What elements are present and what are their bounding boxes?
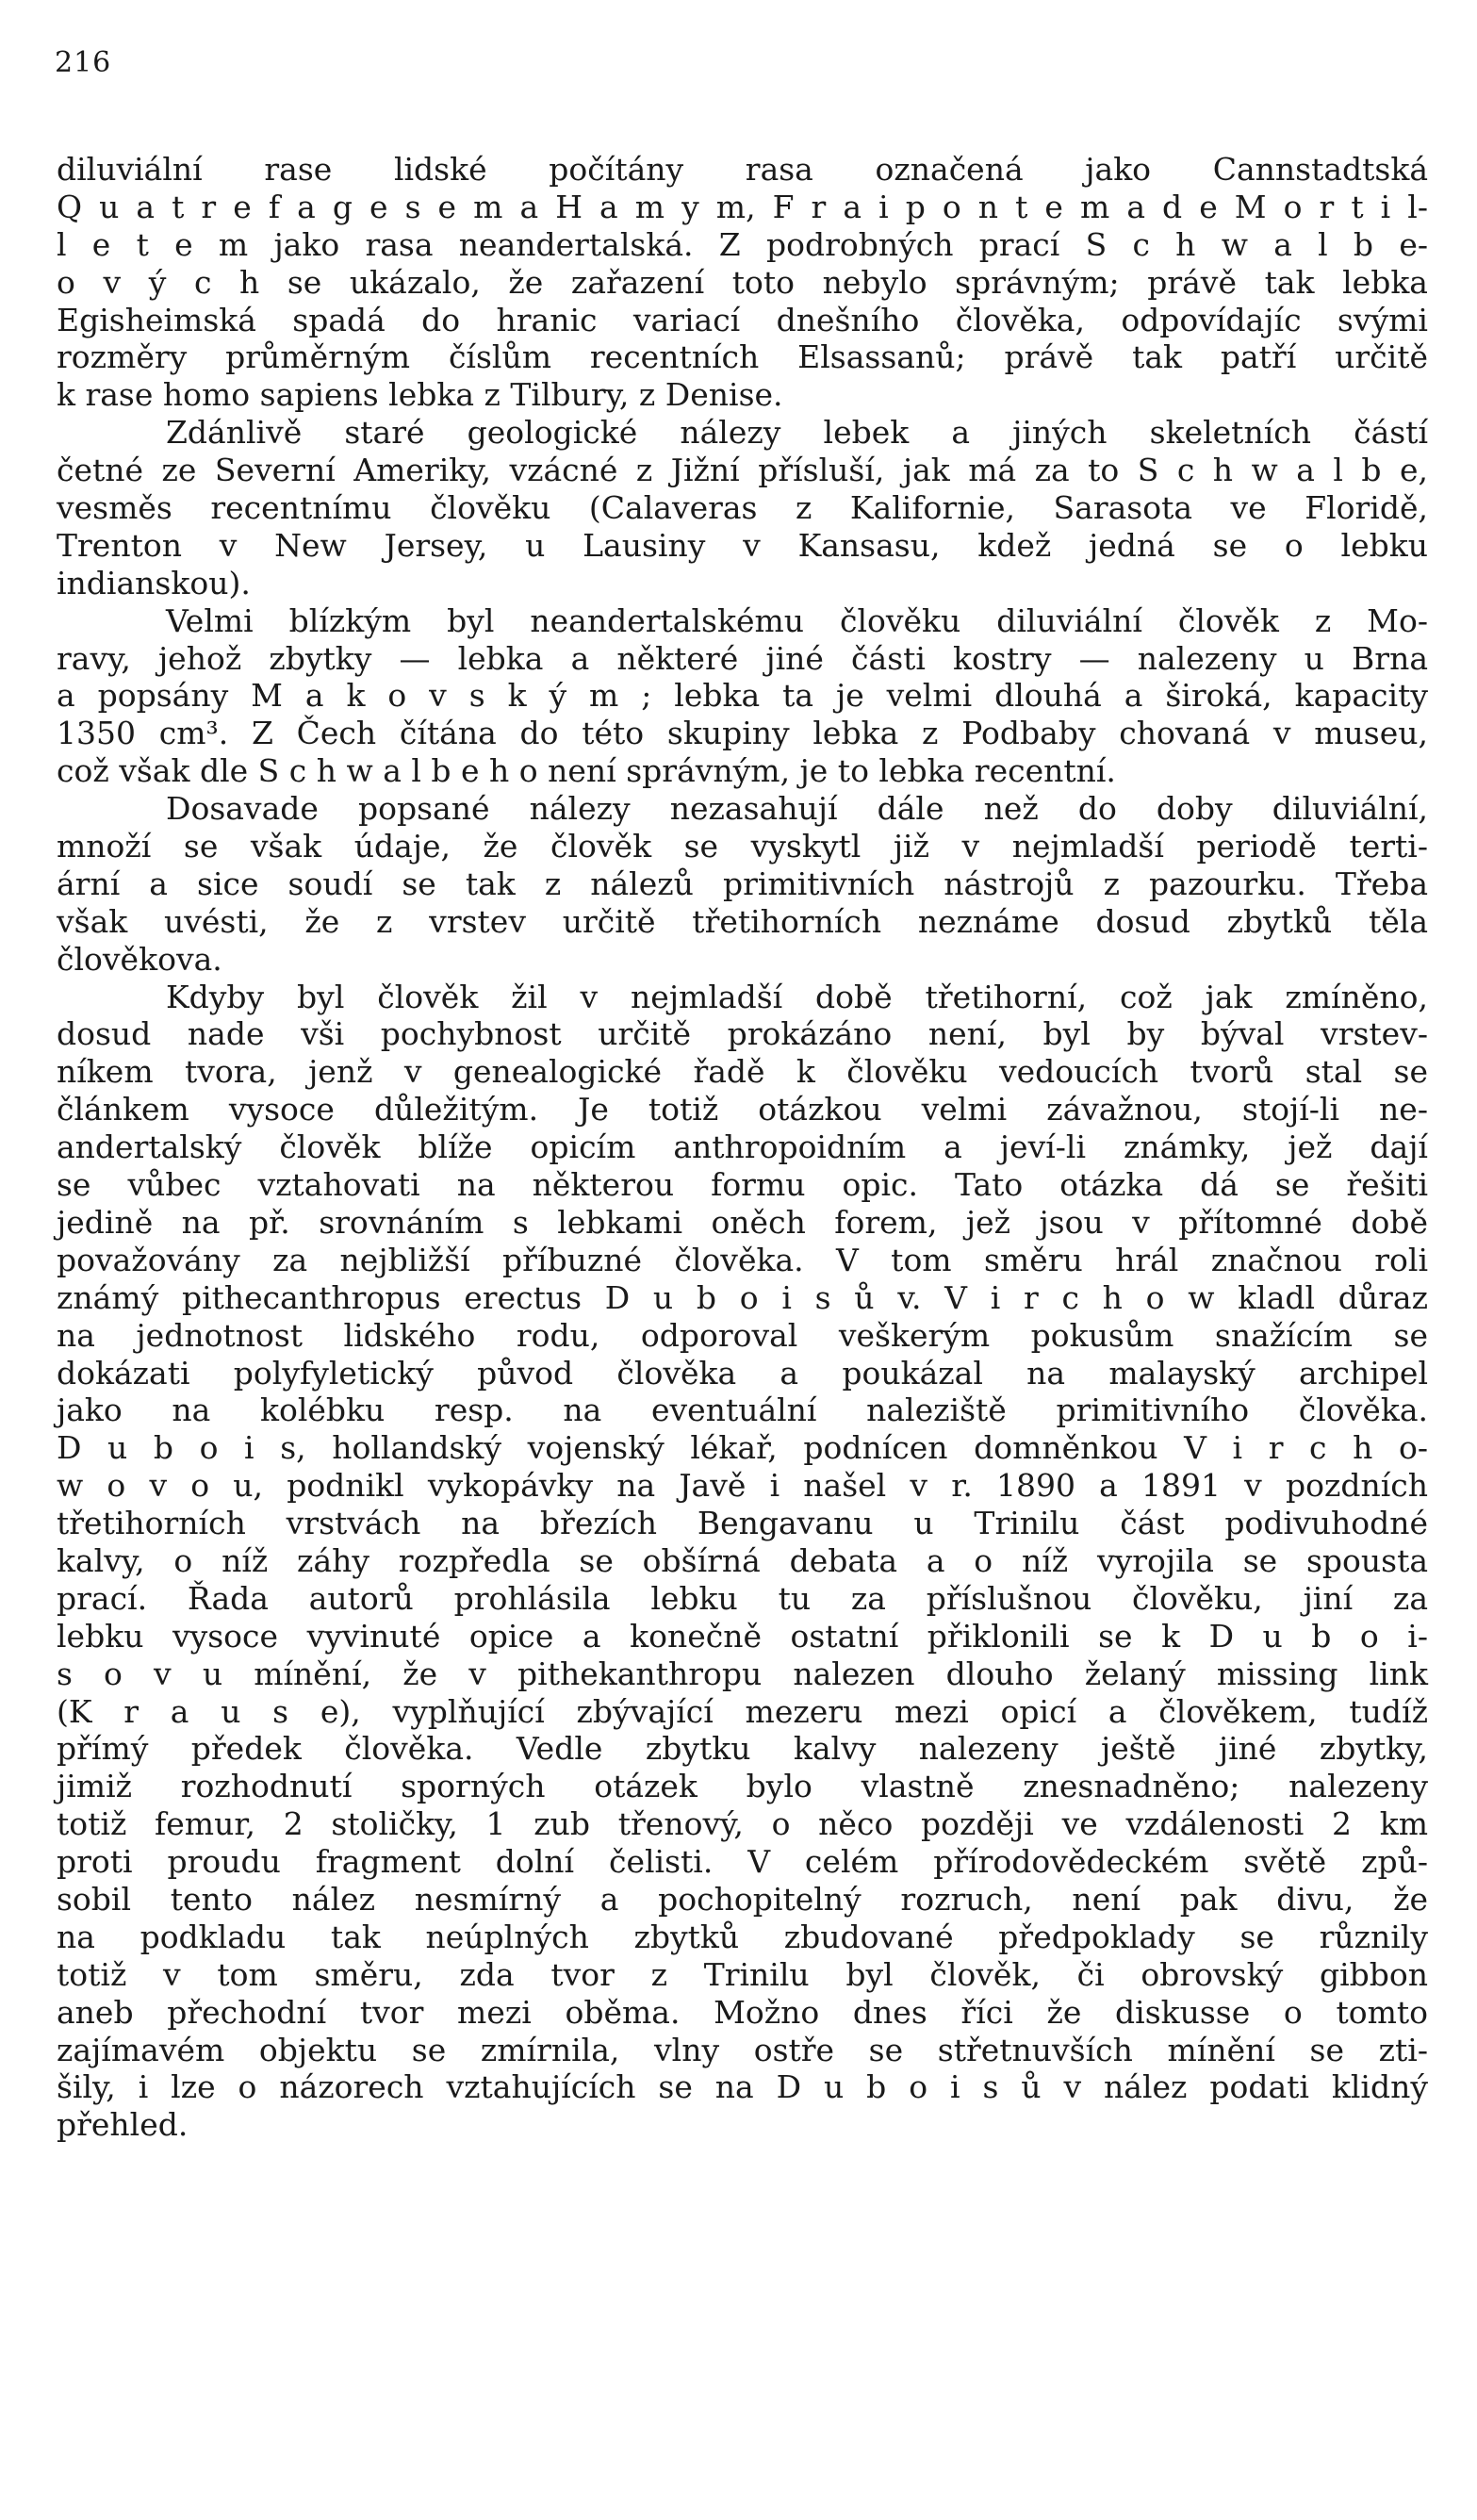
- text-line: 1350 cm³. Z Čech čítána do této skupiny lebka z Podbaby chovaná v museu,: [57, 715, 1428, 752]
- text-line: Q u a t r e f a g e s e m a H a m y m, F r a i p o n t e m a d e M o r t i l-: [57, 188, 1428, 225]
- text-line: indianskou).: [57, 564, 251, 601]
- text-line: přímý předek člověka. Vedle zbytku kalvy nalezeny ještě jiné zbytky,: [57, 1730, 1428, 1768]
- text-line: Egisheimská spadá do hranic variací dnešního člověka, odpovídajíc svými: [57, 301, 1428, 338]
- text-line: Kdyby byl člověk žil v nejmladší době třetihorní, což jak zmíněno,: [166, 978, 1428, 1015]
- text-line: na jednotnost lidského rodu, odporoval veškerým pokusům snažícím se: [57, 1316, 1428, 1354]
- text-line: šily, i lze o názorech vztahujících se na D u b o i s ů v nález podati klidný: [57, 2068, 1428, 2106]
- text-line: Velmi blízkým byl neandertalskému člověku diluviální člověk z Mo-: [166, 601, 1428, 639]
- text-line: článkem vysoce důležitým. Je totiž otázkou velmi závažnou, stojí-li ne-: [57, 1091, 1428, 1128]
- text-line: D u b o i s, hollandský vojenský lékař, podnícen domněnkou V i r c h o-: [57, 1429, 1428, 1467]
- text-line: aneb přechodní tvor mezi oběma. Možno dnes říci že diskusse o tomto: [57, 1993, 1428, 2031]
- text-line: známý pithecanthropus erectus D u b o i s ů v. V i r c h o w kladl důraz: [57, 1278, 1428, 1316]
- text-line: Zdánlivě staré geologické nálezy lebek a jiných skeletních částí: [166, 414, 1428, 452]
- text-line: množí se však údaje, že člověk se vyskytl již v nejmladší periodě terti-: [57, 828, 1428, 865]
- text-line: dosud nade vši pochybnost určitě prokázáno není, byl by býval vrstev-: [57, 1015, 1428, 1053]
- text-line: rozměry průměrným číslům recentních Elsassanů; právě tak patří určitě: [57, 338, 1428, 376]
- text-line: vesměs recentnímu člověku (Calaveras z Kalifornie, Sarasota ve Floridě,: [57, 489, 1428, 527]
- text-line: a popsány M a k o v s k ý m ; lebka ta je velmi dlouhá a široká, kapacity: [57, 677, 1428, 715]
- text-line: považovány za nejbližší příbuzné člověka. V tom směru hrál značnou roli: [57, 1241, 1428, 1278]
- text-line: třetihorních vrstvách na březích Bengavanu u Trinilu část podivuhodné: [57, 1505, 1428, 1542]
- text-line: dokázati polyfyletický původ člověka a poukázal na malayský archipel: [57, 1354, 1428, 1392]
- text-line: ární a sice soudí se tak z nálezů primitivních nástrojů z pazourku. Třeba: [57, 865, 1428, 902]
- text-line: proti proudu fragment dolní čelisti. V celém přírodovědeckém světě způ-: [57, 1843, 1428, 1881]
- text-line: zajímavém objektu se zmírnila, vlny ostře se střetnuvších mínění se zti-: [57, 2031, 1428, 2068]
- text-line: jako na kolébku resp. na eventuální naleziště primitivního člověka.: [57, 1392, 1428, 1429]
- text-line: člověkova.: [57, 940, 222, 978]
- text-line: l e t e m jako rasa neandertalská. Z podrobných prací S c h w a l b e-: [57, 225, 1428, 263]
- text-line: sobil tento nález nesmírný a pochopitelný rozruch, není pak divu, že: [57, 1880, 1428, 1918]
- text-line: w o v o u, podnikl vykopávky na Javě i našel v r. 1890 a 1891 v pozdních: [57, 1467, 1428, 1505]
- text-line: níkem tvora, jenž v genealogické řadě k člověku vedoucích tvorů stal se: [57, 1053, 1428, 1091]
- text-line: ravy, jehož zbytky — lebka a některé jiné části kostry — nalezeny u Brna: [57, 639, 1428, 677]
- text-line: kalvy, o níž záhy rozpředla se obšírná debata a o níž vyrojila se spousta: [57, 1541, 1428, 1579]
- text-line: s o v u mínění, že v pithekanthropu nalezen dlouho želaný missing link: [57, 1655, 1428, 1692]
- body-text: [57, 151, 1428, 2144]
- text-line: jimiž rozhodnutí sporných otázek bylo vlastně znesnadněno; nalezeny: [57, 1768, 1428, 1805]
- text-line: však uvésti, že z vrstev určitě třetihorních neznáme dosud zbytků těla: [57, 902, 1428, 940]
- text-line: totiž v tom směru, zda tvor z Trinilu byl člověk, či obrovský gibbon: [57, 1955, 1428, 1993]
- text-line: lebku vysoce vyvinuté opice a konečně ostatní přiklonili se k D u b o i-: [57, 1617, 1428, 1655]
- text-line: jedině na př. srovnáním s lebkami oněch forem, jež jsou v přítomné době: [57, 1203, 1428, 1241]
- page-number: 216: [55, 46, 112, 79]
- text-line: přehled.: [57, 2106, 189, 2144]
- text-line: k rase homo sapiens lebka z Tilbury, z Denise.: [57, 376, 783, 414]
- text-line: totiž femur, 2 stoličky, 1 zub třenový, o něco později ve vzdálenosti 2 km: [57, 1805, 1428, 1843]
- text-line: Trenton v New Jersey, u Lausiny v Kansasu, kdež jedná se o lebku: [57, 526, 1428, 564]
- text-line: diluviální rase lidské počítány rasa označená jako Cannstadtská: [57, 151, 1428, 188]
- text-line: což však dle S c h w a l b e h o není správným, je to lebka recentní.: [57, 752, 1116, 790]
- text-line: prací. Řada autorů prohlásila lebku tu za příslušnou člověku, jiní za: [57, 1579, 1428, 1617]
- text-line: četné ze Severní Ameriky, vzácné z Jižní přísluší, jak má za to S c h w a l b e,: [57, 452, 1428, 489]
- text-line: o v ý c h se ukázalo, že zařazení toto nebylo správným; právě tak lebka: [57, 263, 1428, 301]
- text-line: na podkladu tak neúplných zbytků zbudované předpoklady se různily: [57, 1918, 1428, 1955]
- text-line: (K r a u s e), vyplňující zbývající mezeru mezi opicí a člověkem, tudíž: [57, 1692, 1428, 1730]
- text-line: se vůbec vztahovati na některou formu opic. Tato otázka dá se řešiti: [57, 1166, 1428, 1204]
- text-line: Dosavade popsané nálezy nezasahují dále než do doby diluviální,: [166, 790, 1428, 828]
- text-line: andertalský člověk blíže opicím anthropoidním a jeví-li známky, jež dají: [57, 1128, 1428, 1166]
